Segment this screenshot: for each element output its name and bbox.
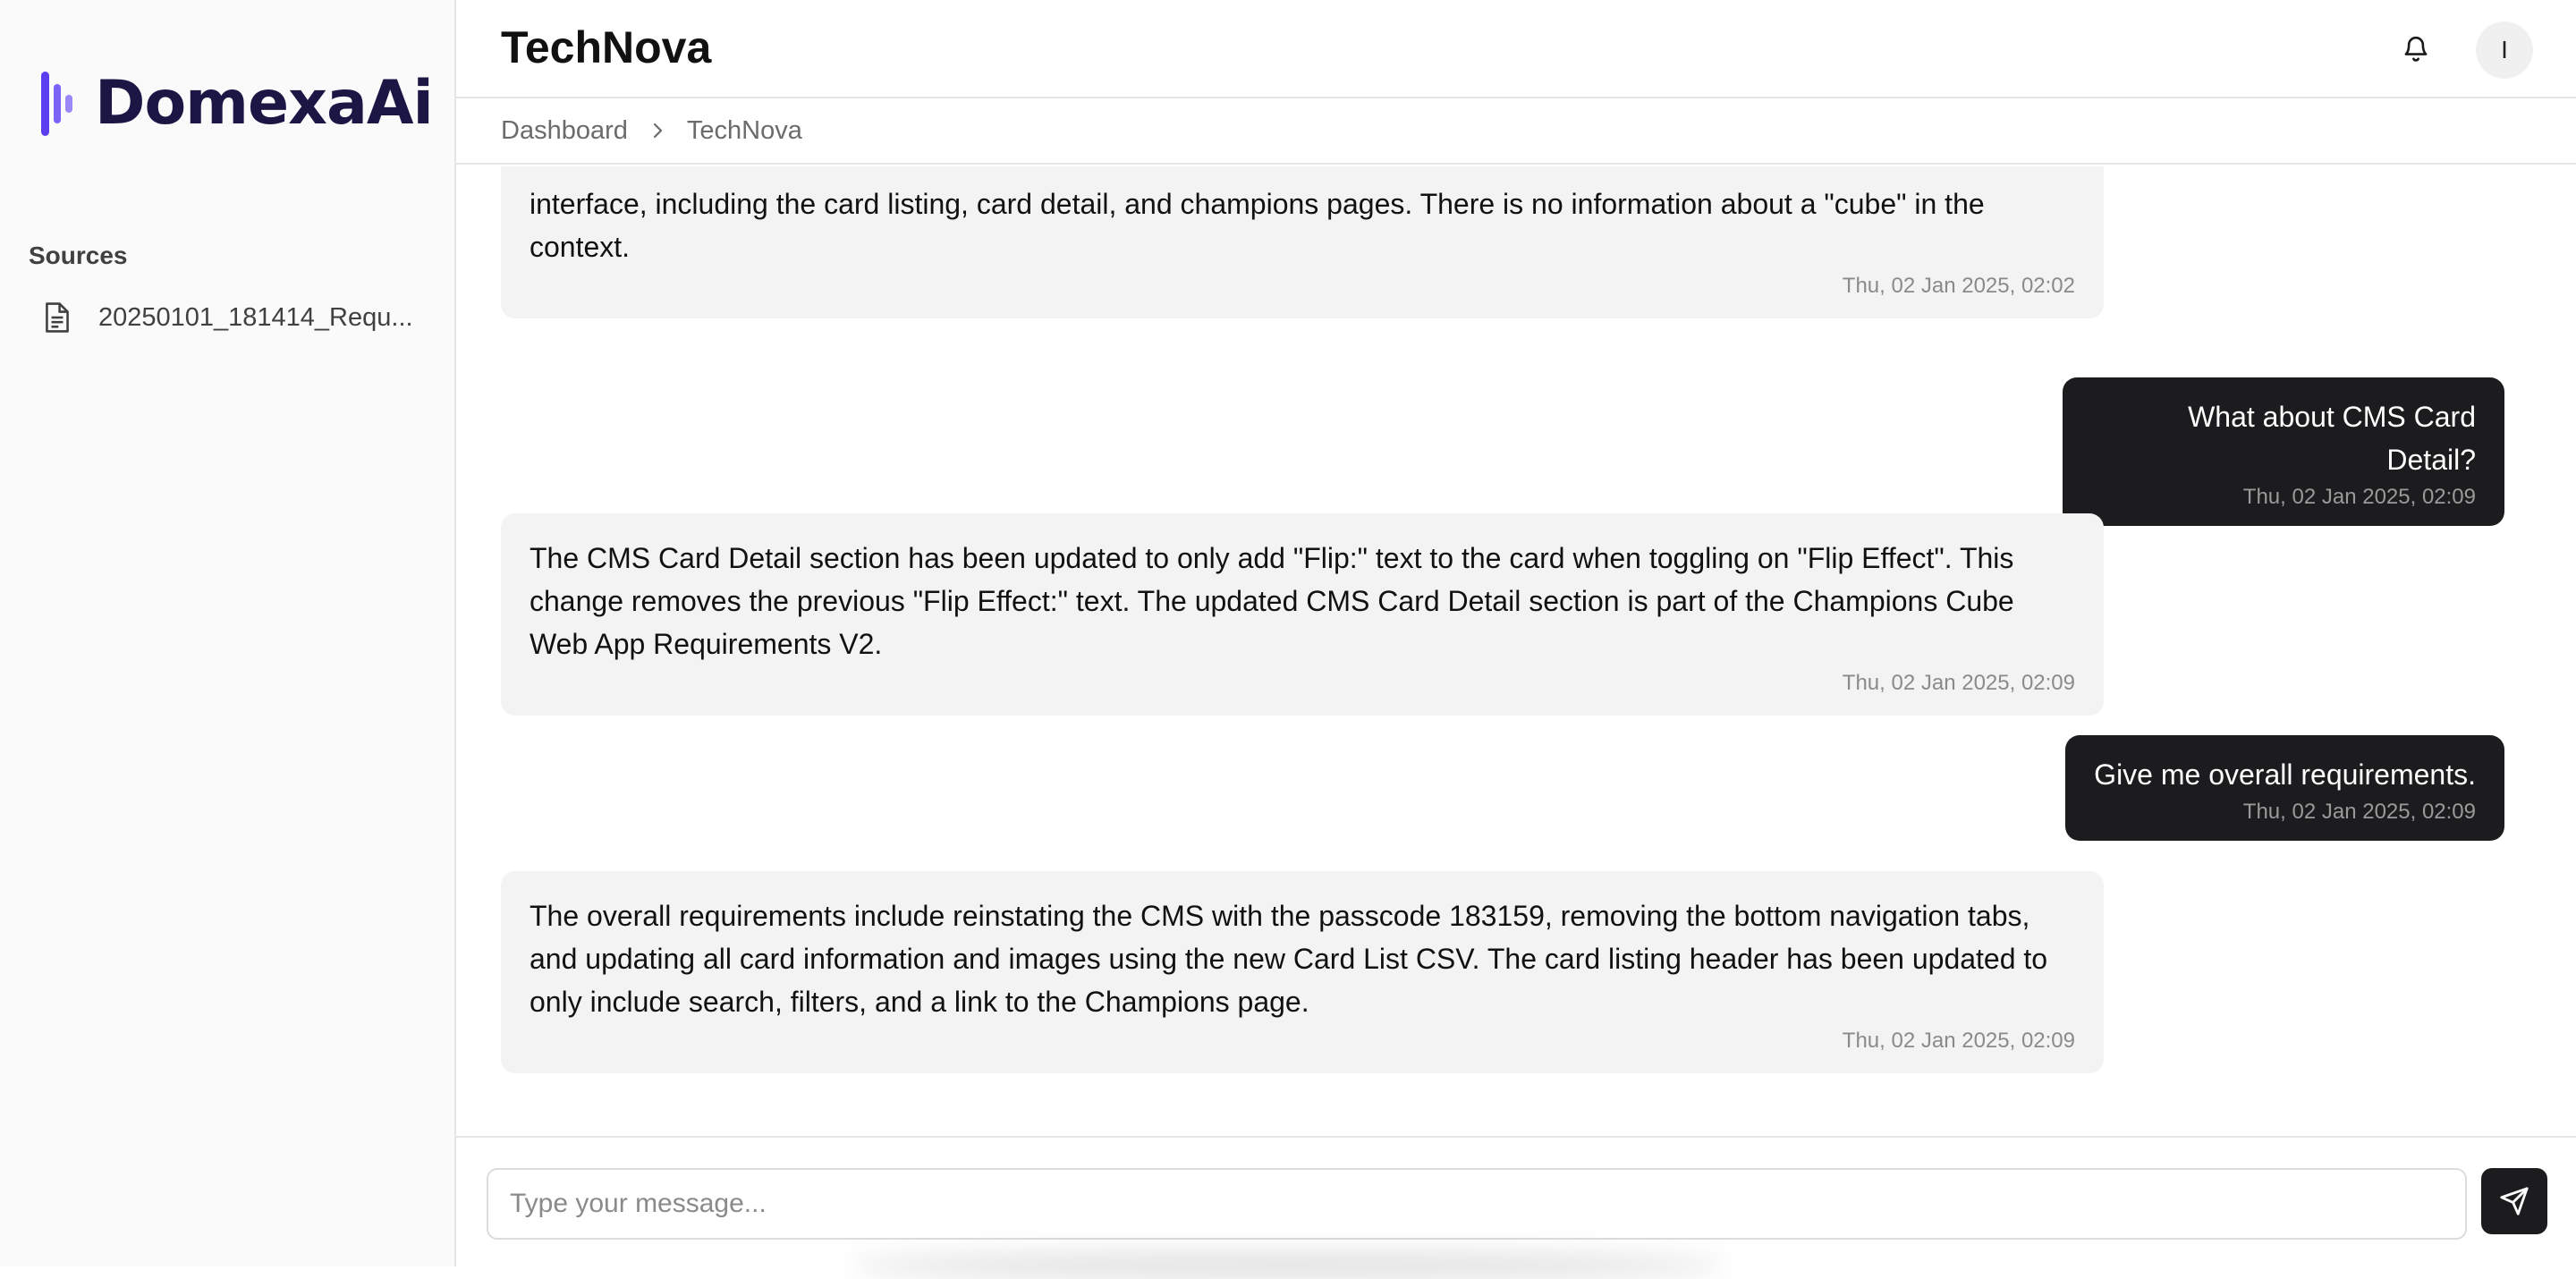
page-title: TechNova xyxy=(501,22,712,72)
notifications-button[interactable] xyxy=(2393,25,2439,72)
chat-messages[interactable] xyxy=(456,166,2576,1136)
message-text: interface, including the card listing, card detail, and champions pages. There is no information about a "cube" in the context. xyxy=(530,188,1985,263)
message-text: Give me overall requirements. xyxy=(2094,758,2476,791)
top-header xyxy=(456,0,2576,98)
message-timestamp: Thu, 02 Jan 2025, 02:09 xyxy=(1842,671,2075,695)
user-message xyxy=(2063,377,2504,526)
message-timestamp: Thu, 02 Jan 2025, 02:09 xyxy=(2242,800,2476,824)
message-text: The overall requirements include reinstating the CMS with the passcode 183159, removing the bottom navigation tabs, and updating all card information and images using the new Card List CSV. The card listing header has been updated to only include search, filters, and a link to the Champions page. xyxy=(530,900,2048,1018)
decorative-shadow xyxy=(850,1252,1726,1279)
message-composer xyxy=(456,1136,2576,1266)
message-text: The CMS Card Detail section has been updated to only add "Flip:" text to the card when toggling on "Flip Effect". This change removes the previous "Flip Effect:" text. The updated CMS Card Detail section is part of the Champions Cube Web App Requirements V2. xyxy=(530,542,2014,660)
assistant-message xyxy=(501,166,2104,318)
chevron-right-icon xyxy=(651,121,664,140)
message-timestamp: Thu, 02 Jan 2025, 02:09 xyxy=(1842,1029,2075,1053)
sidebar xyxy=(0,0,456,1266)
avatar[interactable]: I xyxy=(2476,21,2533,79)
message-timestamp: Thu, 02 Jan 2025, 02:09 xyxy=(2242,485,2476,509)
message-input[interactable] xyxy=(487,1168,2467,1240)
send-icon xyxy=(2499,1186,2529,1216)
message-text: What about CMS Card Detail? xyxy=(2188,401,2476,476)
brand-logo[interactable] xyxy=(41,70,433,138)
bell-icon xyxy=(2402,33,2430,64)
assistant-message xyxy=(501,871,2104,1073)
document-icon xyxy=(43,301,72,334)
user-message xyxy=(2065,735,2504,841)
source-name: 20250101_181414_Requ... xyxy=(98,302,413,332)
source-item[interactable] xyxy=(43,295,419,340)
assistant-message xyxy=(501,513,2104,716)
logo-mark-icon xyxy=(41,70,73,138)
breadcrumb-dashboard[interactable]: Dashboard xyxy=(501,115,628,145)
breadcrumb xyxy=(456,98,2576,165)
breadcrumb-technova[interactable]: TechNova xyxy=(686,115,802,145)
brand-name: DomexaAi xyxy=(95,68,433,139)
sources-heading: Sources xyxy=(29,241,128,269)
message-timestamp: Thu, 02 Jan 2025, 02:02 xyxy=(1842,274,2075,298)
send-button[interactable] xyxy=(2481,1168,2547,1234)
